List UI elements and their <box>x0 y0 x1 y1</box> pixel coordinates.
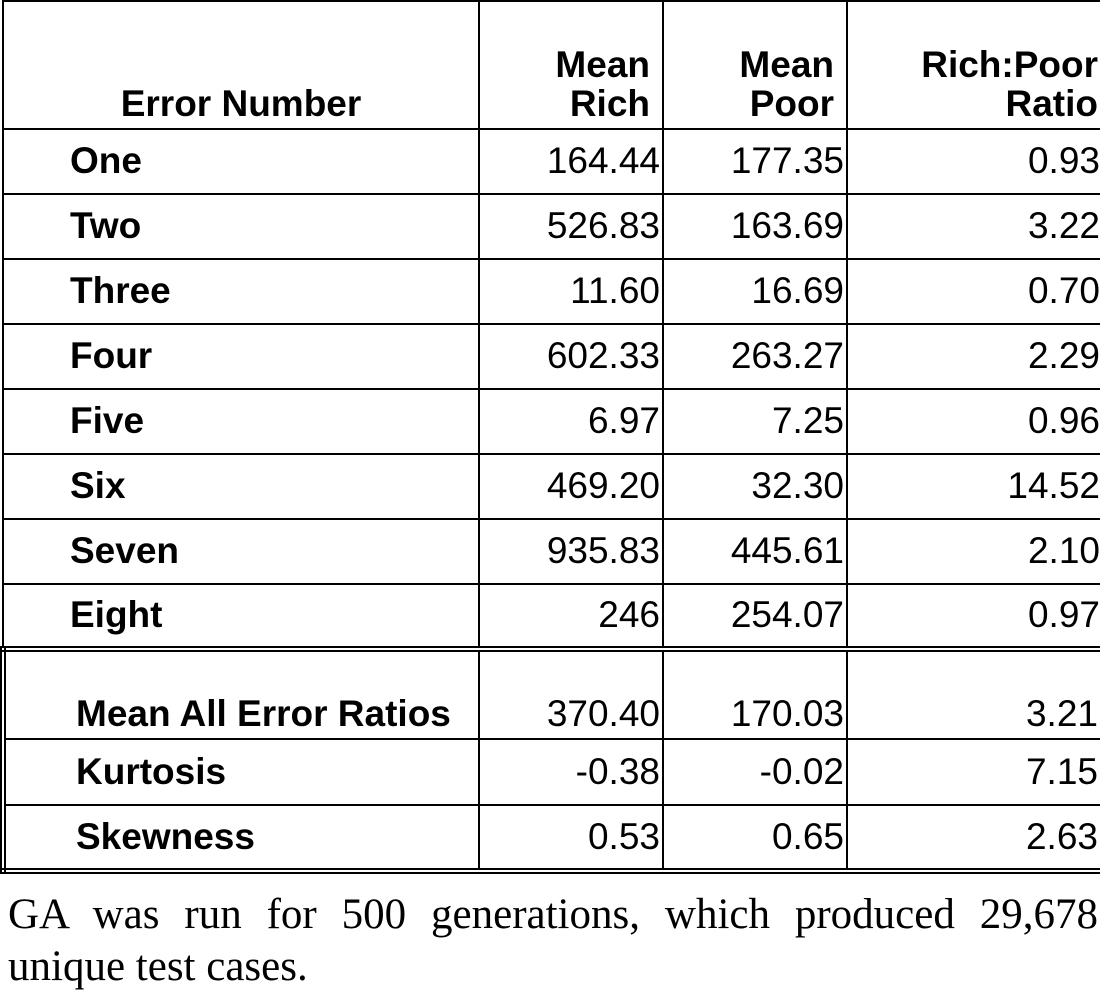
mean-poor-cell: -0.02 <box>663 739 847 805</box>
table-row <box>3 584 1100 649</box>
summary-label: Mean All Error Ratios <box>3 649 479 739</box>
ratio-cell: 2.63 <box>847 805 1100 871</box>
summary-block <box>3 649 1100 871</box>
table-row <box>3 389 1100 454</box>
mean-poor-cell: 170.03 <box>663 649 847 739</box>
row-label: Two <box>3 194 479 259</box>
mean-rich-cell: 526.83 <box>479 194 663 259</box>
header-mean-rich <box>479 1 663 129</box>
summary-label: Skewness <box>3 805 479 871</box>
header-error-number <box>3 1 479 129</box>
row-label: Eight <box>3 584 479 649</box>
header-mean-poor-line1: Mean <box>739 44 834 86</box>
mean-poor-cell: 163.69 <box>663 194 847 259</box>
header-row <box>3 1 1100 129</box>
row-label: Six <box>3 454 479 519</box>
ratio-cell: 3.21 <box>847 649 1100 739</box>
mean-rich-cell: 164.44 <box>479 129 663 194</box>
table-header <box>3 1 1100 129</box>
mean-poor-cell: 445.61 <box>663 519 847 584</box>
mean-rich-cell: 6.97 <box>479 389 663 454</box>
ratio-cell: 14.52 <box>847 454 1100 519</box>
row-label: Four <box>3 324 479 389</box>
mean-poor-cell: 263.27 <box>663 324 847 389</box>
header-mean-poor-line2: Poor <box>749 83 834 125</box>
header-mean-poor <box>663 1 847 129</box>
mean-poor-cell: 7.25 <box>663 389 847 454</box>
ratio-cell: 0.70 <box>847 259 1100 324</box>
ratio-cell: 0.93 <box>847 129 1100 194</box>
table-row <box>3 194 1100 259</box>
header-ratio-line2: Ratio <box>1005 83 1098 125</box>
mean-rich-cell: 0.53 <box>479 805 663 871</box>
mean-rich-cell: -0.38 <box>479 739 663 805</box>
row-label: Five <box>3 389 479 454</box>
mean-rich-cell: 246 <box>479 584 663 649</box>
ratio-cell: 0.96 <box>847 389 1100 454</box>
mean-rich-cell: 469.20 <box>479 454 663 519</box>
ratio-cell: 2.29 <box>847 324 1100 389</box>
table-row <box>3 519 1100 584</box>
mean-rich-cell: 11.60 <box>479 259 663 324</box>
mean-poor-cell: 16.69 <box>663 259 847 324</box>
mean-poor-cell: 32.30 <box>663 454 847 519</box>
ratio-cell: 7.15 <box>847 739 1100 805</box>
summary-row <box>3 739 1100 805</box>
summary-label: Kurtosis <box>3 739 479 805</box>
header-ratio-line1: Rich:Poor <box>921 44 1098 86</box>
ratio-cell: 0.97 <box>847 584 1100 649</box>
summary-row <box>3 649 1100 739</box>
mean-rich-cell: 935.83 <box>479 519 663 584</box>
error-rows <box>3 129 1100 649</box>
header-mean-rich-line2: Rich <box>569 83 650 125</box>
ratio-cell: 3.22 <box>847 194 1100 259</box>
table-row <box>3 129 1100 194</box>
table-row <box>3 454 1100 519</box>
row-label: One <box>3 129 479 194</box>
header-mean-rich-line1: Mean <box>555 44 650 86</box>
summary-row <box>3 805 1100 871</box>
table-row <box>3 259 1100 324</box>
mean-poor-cell: 177.35 <box>663 129 847 194</box>
row-label: Seven <box>3 519 479 584</box>
mean-poor-cell: 0.65 <box>663 805 847 871</box>
mean-poor-cell: 254.07 <box>663 584 847 649</box>
header-error-number-text: Error Number <box>120 83 362 125</box>
header-ratio <box>847 1 1100 129</box>
table-row <box>3 324 1100 389</box>
row-label: Three <box>3 259 479 324</box>
ratio-cell: 2.10 <box>847 519 1100 584</box>
mean-rich-cell: 602.33 <box>479 324 663 389</box>
table-caption: GA was run for 500 generations, which produced 29,678 unique test cases. <box>8 891 1098 990</box>
mean-rich-cell: 370.40 <box>479 649 663 739</box>
